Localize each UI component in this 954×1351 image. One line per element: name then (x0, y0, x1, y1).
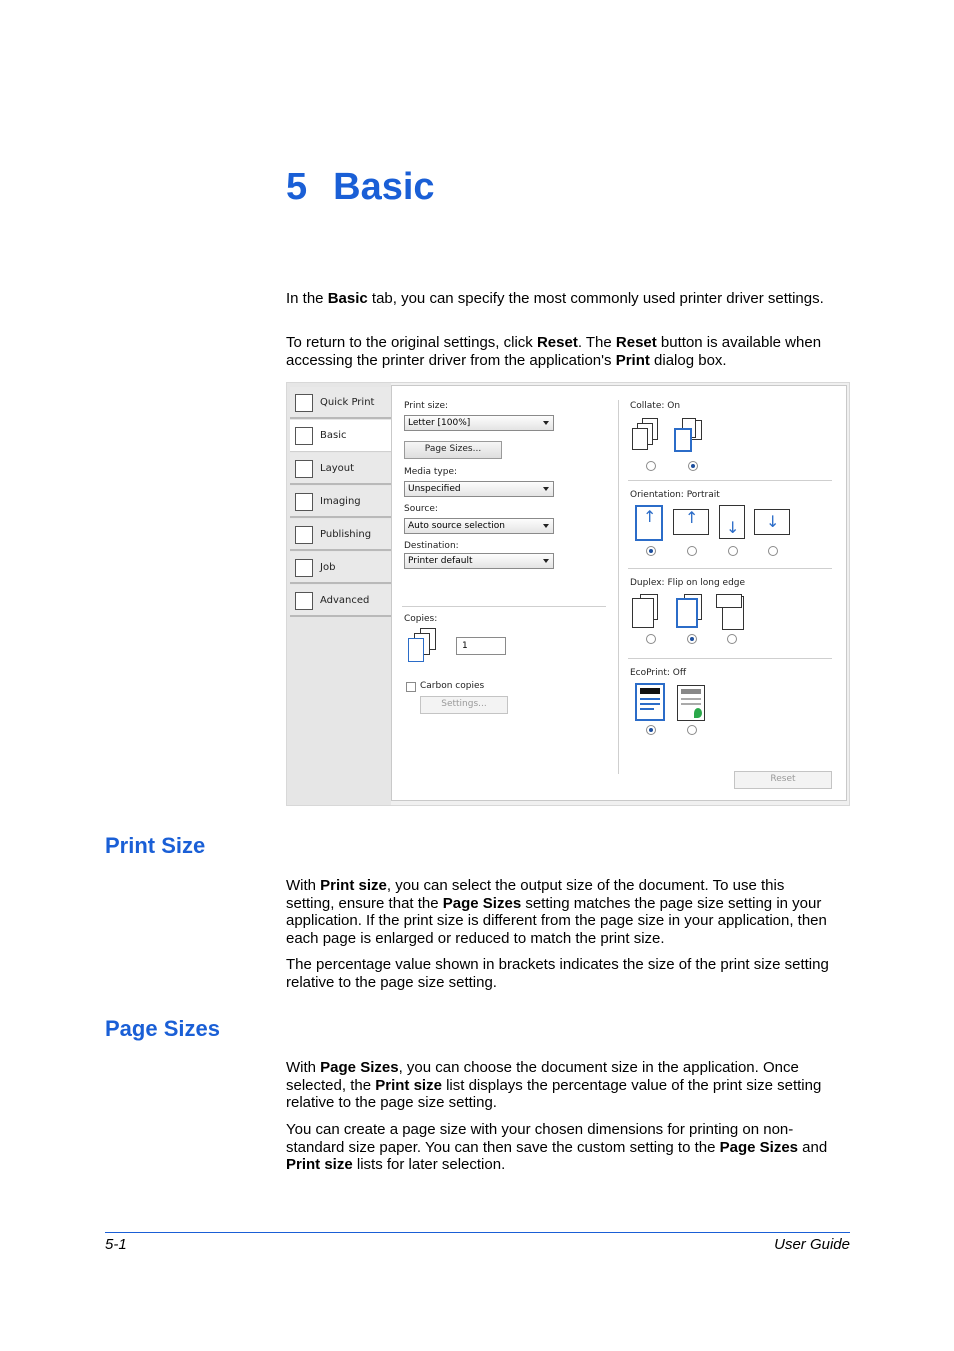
orientation-landscape-rotated-radio[interactable] (768, 546, 778, 556)
ecoprint-off-icon (635, 683, 665, 721)
tab-quick-print[interactable]: Quick Print (290, 387, 392, 419)
intro-paragraph-1: In the Basic tab, you can specify the most commonly used printer driver settings. (286, 290, 824, 307)
orientation-landscape-radio[interactable] (687, 546, 697, 556)
ecoprint-label: EcoPrint: Off (630, 668, 687, 678)
tab-basic[interactable]: Basic (290, 420, 392, 452)
destination-label: Destination: (404, 541, 459, 551)
duplex-label: Duplex: Flip on long edge (630, 578, 746, 588)
divider (402, 606, 606, 607)
duplex-long-edge-icon (676, 594, 710, 630)
tab-advanced[interactable]: Advanced (290, 585, 392, 617)
tab-publishing[interactable]: Publishing (290, 519, 392, 551)
basic-icon (295, 427, 313, 445)
section-heading-print-size: Print Size (105, 833, 206, 858)
media-type-label: Media type: (404, 467, 458, 477)
tab-sidebar (287, 383, 391, 805)
duplex-off-radio[interactable] (646, 634, 656, 644)
divider (628, 568, 832, 569)
divider (628, 480, 832, 481)
landscape-icon: ↑ (673, 509, 709, 535)
orientation-portrait-rotated-radio[interactable] (728, 546, 738, 556)
chapter-name: Basic (333, 166, 435, 208)
chevron-down-icon (543, 559, 549, 563)
chapter-number: 5 (286, 166, 308, 208)
chevron-down-icon (543, 487, 549, 491)
imaging-icon (295, 493, 313, 511)
collate-on-icon (674, 418, 714, 454)
landscape-rotated-icon: ↓ (754, 509, 790, 535)
carbon-copies-label: Carbon copies (420, 681, 485, 691)
destination-select[interactable]: Printer default (404, 553, 554, 569)
print-size-paragraph-2: The percentage value shown in brackets indicates the size of the print size setting relative to the page size setting. (286, 956, 829, 991)
leaf-icon (694, 708, 702, 718)
orientation-label: Orientation: Portrait (630, 490, 720, 500)
intro-paragraph-2: To return to the original settings, click Reset. The Reset button is available when accessing the printer driver from the application's Print dialog box. (286, 334, 822, 369)
print-size-paragraph-1: With Print size, you can select the output size of the document. To use this setting, ensure that the Page Sizes setting matches the page size setting in your application. If the print size is different from the page size in your application, then each page is enlarged or reduced to match the print size. (286, 877, 827, 947)
source-label: Source: (404, 504, 438, 514)
footer-title: User Guide (774, 1236, 850, 1253)
job-icon (295, 559, 313, 577)
chapter-title (286, 166, 435, 209)
advanced-icon (295, 592, 313, 610)
collate-off-icon (632, 418, 668, 454)
copies-label: Copies: (404, 614, 438, 624)
duplex-short-edge-icon (714, 594, 748, 630)
layout-icon (295, 460, 313, 478)
portrait-rotated-icon: ↓ (719, 505, 745, 539)
ecoprint-off-radio[interactable] (646, 725, 656, 735)
duplex-long-edge-radio[interactable] (687, 634, 697, 644)
copies-stepper[interactable]: 1 (456, 637, 506, 655)
ecoprint-on-icon (677, 685, 705, 721)
page-sizes-button[interactable]: Page Sizes... (404, 441, 502, 459)
section-heading-page-sizes: Page Sizes (105, 1016, 220, 1041)
publishing-icon (295, 526, 313, 544)
duplex-short-edge-radio[interactable] (727, 634, 737, 644)
quick-print-icon (295, 394, 313, 412)
column-divider (618, 400, 619, 774)
footer-page-number: 5-1 (105, 1236, 127, 1253)
collate-on-radio[interactable] (688, 461, 698, 471)
chevron-down-icon (543, 524, 549, 528)
collate-label: Collate: On (630, 401, 681, 411)
portrait-icon: ↑ (635, 505, 663, 541)
footer-rule (105, 1232, 850, 1233)
source-select[interactable]: Auto source selection (404, 518, 554, 534)
printer-driver-dialog (286, 382, 850, 806)
copies-icon (406, 628, 440, 666)
tab-layout[interactable]: Layout (290, 453, 392, 485)
divider (628, 658, 832, 659)
collate-off-radio[interactable] (646, 461, 656, 471)
basic-panel (391, 385, 847, 801)
orientation-portrait-radio[interactable] (646, 546, 656, 556)
carbon-copies-checkbox[interactable] (406, 682, 416, 692)
settings-button[interactable]: Settings... (420, 696, 508, 714)
tab-job[interactable]: Job (290, 552, 392, 584)
ecoprint-on-radio[interactable] (687, 725, 697, 735)
page-sizes-paragraph-1: With Page Sizes, you can choose the document size in the application. Once selected, the Print size list displays the percentage value of the print size setting relative to the page size setting. (286, 1059, 822, 1112)
reset-button[interactable]: Reset (734, 771, 832, 789)
print-size-select[interactable]: Letter [100%] (404, 415, 554, 431)
chevron-down-icon (543, 421, 549, 425)
page-sizes-paragraph-2: You can create a page size with your chosen dimensions for printing on non-standard size paper. You can then save the custom setting to the Page Sizes and Print size lists for later selection. (286, 1121, 828, 1174)
media-type-select[interactable]: Unspecified (404, 481, 554, 497)
tab-imaging[interactable]: Imaging (290, 486, 392, 518)
duplex-off-icon (632, 594, 666, 630)
print-size-label: Print size: (404, 401, 449, 411)
